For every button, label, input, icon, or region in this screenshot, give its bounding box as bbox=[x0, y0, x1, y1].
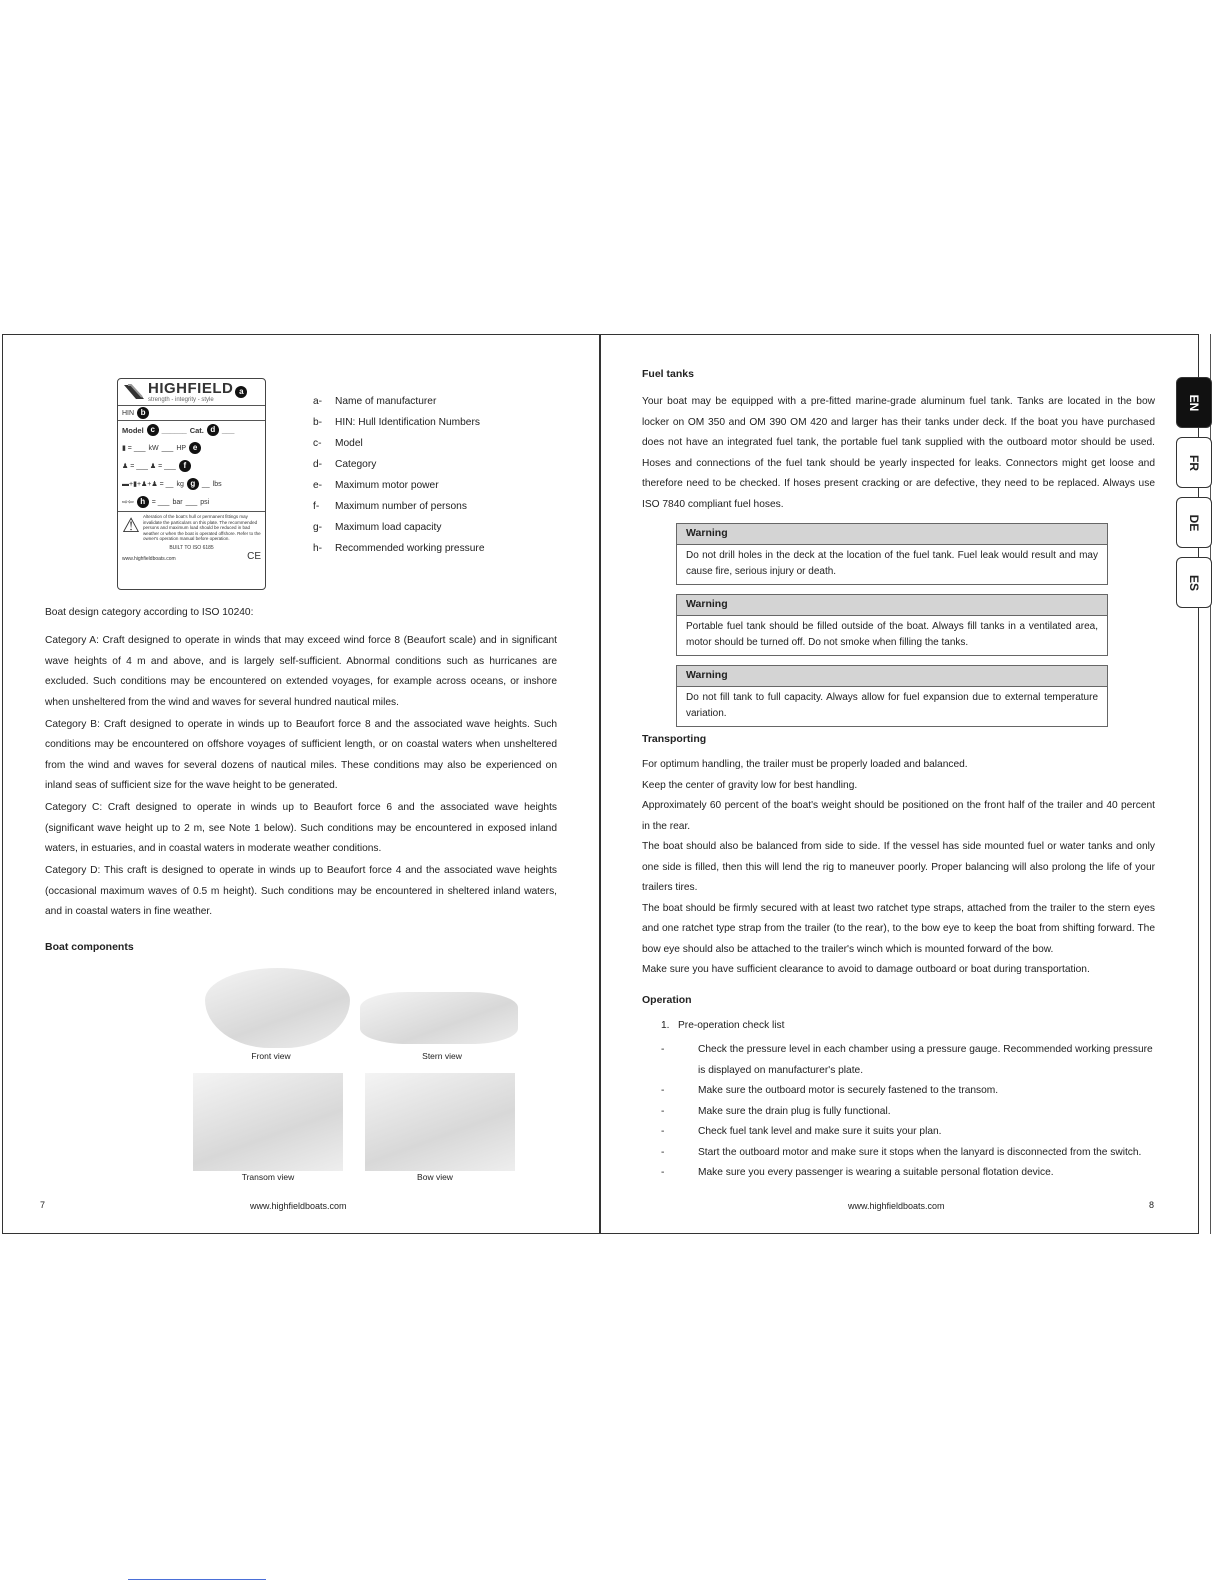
components-heading: Boat components bbox=[45, 941, 134, 953]
legend-item bbox=[313, 480, 485, 501]
footer-url-left[interactable]: www.highfieldboats.com bbox=[250, 1201, 347, 1211]
checklist-item bbox=[661, 1163, 1156, 1184]
transport-paragraph: The boat should be firmly secured with at least two ratchet type straps, attached from the trailer to the stern eyes and one ratchet type strap from the trailer (to the rear), to the bow eye to keep the boat from shifting forward. The bow eye should also be attached to the trailer's winch which is mounted forward of the bow. bbox=[642, 902, 1155, 955]
transport-paragraph: For optimum handling, the trailer must be properly loaded and balanced. bbox=[642, 759, 968, 770]
legend-key: b- bbox=[313, 417, 323, 428]
marker-b: b bbox=[137, 407, 149, 419]
highfield-logo-icon bbox=[122, 383, 146, 401]
stern-view-photo bbox=[360, 992, 518, 1044]
plate-tagline: strength - integrity - style bbox=[148, 397, 214, 403]
legend-item bbox=[313, 522, 485, 543]
warning-list bbox=[676, 523, 1108, 736]
language-tab-fr[interactable] bbox=[1176, 437, 1212, 488]
tab-label: ES bbox=[1187, 574, 1201, 591]
legend-key: c- bbox=[313, 438, 322, 449]
warning-box bbox=[676, 523, 1108, 585]
fuel-tanks-text: Your boat may be equipped with a pre-fitted marine-grade aluminum fuel tank. Tanks are located in the bow locker on OM 350 and OM 390 OM 420 and larger has their tanks under deck. If the boat you have purchased does not have an integrated fuel tank, the portable fuel tank supplied with the outboard motor should be used. Hoses and connections of the fuel tank should be yearly inspected for leaks. Connectors might get loose and therefore need to be checked. If hoses present cracking or are defective, they need to be replaced. Always use ISO 7840 compliant fuel hoses. bbox=[642, 396, 1155, 510]
checklist-title: 1. Pre-operation check list bbox=[661, 1020, 785, 1031]
plate-persons-row: ♟ = ___ ♟ = ___ f bbox=[118, 457, 265, 475]
manufacturer-plate bbox=[117, 378, 266, 590]
plate-warning-text: Alteration of the boat's hull or permanent fittings may invalidate the particulars on this plate. The recommended persons and maximum load should be reduced in bad weather or when the boat is operated offshore. Refer to the owner's operation manual before operation. bbox=[142, 514, 261, 541]
plate-url: www.highfieldboats.com bbox=[122, 555, 176, 562]
warning-text: Do not drill holes in the deck at the location of the fuel tank. Fuel leak would result and may cause fire, serious injury or death. bbox=[686, 550, 1098, 577]
warning-box bbox=[676, 594, 1108, 656]
transporting-heading: Transporting bbox=[642, 733, 707, 745]
caption-stern-view: Stern view bbox=[422, 1051, 462, 1061]
warning-text: Portable fuel tank should be filled outside of the boat. Always fill tanks in a ventilated area, motor should be turned off. Do not smoke when filling the tanks. bbox=[686, 621, 1098, 648]
page-divider bbox=[599, 334, 601, 1234]
plate-legend bbox=[313, 396, 485, 564]
plate-built: BUILT TO ISO 6185 bbox=[169, 544, 214, 551]
warning-title: Warning bbox=[677, 595, 1107, 616]
legend-label: Name of manufacturer bbox=[335, 396, 437, 407]
ce-mark: CE bbox=[247, 550, 261, 562]
legend-label: Maximum number of persons bbox=[335, 501, 467, 512]
legend-item bbox=[313, 438, 485, 459]
bullet: - bbox=[661, 1044, 665, 1055]
caption-bow-view: Bow view bbox=[417, 1172, 453, 1182]
footer-url-right[interactable]: www.highfieldboats.com bbox=[848, 1201, 945, 1211]
bullet: - bbox=[661, 1085, 665, 1096]
legend-key: e- bbox=[313, 480, 323, 491]
legend-item bbox=[313, 417, 485, 438]
legend-key: h- bbox=[313, 543, 323, 554]
checklist-item bbox=[661, 1040, 1156, 1081]
checklist-item bbox=[661, 1081, 1156, 1102]
warning-title: Warning bbox=[677, 666, 1107, 687]
checklist-text: Make sure the drain plug is fully functional. bbox=[698, 1105, 891, 1117]
plate-load-row: ▬+▮+♟+♟ = __ kg g __ lbs bbox=[122, 479, 222, 488]
checklist-text: Start the outboard motor and make sure it stops when the lanyard is disconnected from the switch. bbox=[698, 1146, 1142, 1158]
fuel-tanks-heading: Fuel tanks bbox=[642, 368, 694, 380]
marker-f: f bbox=[179, 460, 191, 472]
tab-label: EN bbox=[1187, 394, 1201, 411]
plate-pressure-row: ⇨⇦ h = ___ bar ___ psi bbox=[122, 497, 210, 506]
transom-view-photo bbox=[193, 1073, 343, 1171]
language-tab-de[interactable] bbox=[1176, 497, 1212, 548]
category-paragraph: Category D: This craft is designed to operate in winds up to Beaufort force 4 and the associated wave heights (occasional maximum waves of 0.5 m height). Such conditions may be encountered in sheltered inland waters, and in coastal waters in fine weather. bbox=[45, 865, 557, 917]
legend-item bbox=[313, 459, 485, 480]
legend-key: d- bbox=[313, 459, 323, 470]
marker-c: c bbox=[147, 424, 159, 436]
marker-d: d bbox=[207, 424, 219, 436]
transport-paragraph: Keep the center of gravity low for best handling. bbox=[642, 779, 858, 791]
legend-label: Model bbox=[335, 438, 363, 449]
plate-power-row: ▮ = ___ kW ___ HP e bbox=[118, 439, 265, 457]
warning-box bbox=[676, 665, 1108, 727]
checklist-item bbox=[661, 1102, 1156, 1123]
bow-view-photo bbox=[365, 1073, 515, 1171]
page-number-left: 7 bbox=[40, 1200, 46, 1210]
category-intro: Boat design category according to ISO 10240: bbox=[45, 607, 254, 618]
checklist-text: Check the pressure level in each chamber using a pressure gauge. Recommended working pressure is displayed on manufacturer's plate. bbox=[698, 1044, 1153, 1076]
language-tab-en[interactable] bbox=[1176, 377, 1212, 428]
warning-title: Warning bbox=[677, 524, 1107, 545]
checklist-text: Make sure the outboard motor is securely fastened to the transom. bbox=[698, 1085, 999, 1096]
warning-text: Do not fill tank to full capacity. Always allow for fuel expansion due to external temperature variation. bbox=[686, 692, 1098, 719]
legend-label: Recommended working pressure bbox=[335, 543, 485, 554]
tab-label: DE bbox=[1187, 514, 1201, 531]
marker-g: g bbox=[187, 478, 199, 490]
bullet: - bbox=[661, 1146, 665, 1158]
legend-key: a- bbox=[313, 396, 323, 407]
legend-item bbox=[313, 543, 485, 564]
checklist-item bbox=[661, 1122, 1156, 1143]
category-paragraph: Category A: Craft designed to operate in winds that may exceed wind force 8 (Beaufort scale) and in significant wave heights of 4 m and above, and is largely self-sufficient. Abnormal conditions such as hurricanes are excluded. Such conditions may be encountered on extended voyages, for example across oceans, or inshore when unsheltered from the wind and waves for several hundred nautical miles. bbox=[45, 635, 557, 708]
transport-paragraph: Approximately 60 percent of the boat's weight should be positioned on the front half of the trailer and 40 percent in the rear. bbox=[642, 800, 1155, 832]
plate-brand: HIGHFIELD bbox=[148, 380, 234, 397]
checklist bbox=[661, 1040, 1156, 1184]
marker-e: e bbox=[189, 442, 201, 454]
transport-paragraph: Make sure you have sufficient clearance to avoid to damage outboard or boat during transportation. bbox=[642, 964, 1090, 975]
page-number-right: 8 bbox=[1149, 1200, 1155, 1210]
bullet: - bbox=[661, 1167, 665, 1178]
category-paragraph: Category B: Craft designed to operate in winds up to Beaufort force 8 and the associated wave heights. Such conditions may be encountered on offshore voyages of sufficient length, or on coastal waters when unsheltered from the wind and waves for several dozens of nautical miles. These conditions may also be experienced on inland seas of sufficient size for the wave height to be generated. bbox=[45, 718, 557, 791]
checklist-text: Check fuel tank level and make sure it suits your plan. bbox=[698, 1126, 942, 1137]
legend-item bbox=[313, 501, 485, 522]
language-tab-es[interactable] bbox=[1176, 557, 1212, 608]
marker-a: a bbox=[235, 386, 247, 398]
plate-model: Model bbox=[122, 425, 144, 435]
transport-paragraph: The boat should also be balanced from side to side. If the vessel has side mounted fuel or water tanks and only one side is filled, then this will lend the rig to maneuver poorly. Proper balancing will also prolong the life of your trailers tires. bbox=[642, 841, 1155, 893]
category-list bbox=[45, 631, 557, 923]
legend-key: g- bbox=[313, 522, 323, 533]
operation-heading: Operation bbox=[642, 994, 692, 1006]
category-paragraph: Category C: Craft designed to operate in winds up to Beaufort force 6 and the associated wave heights (significant wave height up to 2 m, see Note 1 below). Such conditions may be encountered in exposed inland waters, in estuaries, and in coastal waters in moderate weather conditions. bbox=[45, 802, 557, 854]
caption-transom-view: Transom view bbox=[241, 1172, 295, 1182]
checklist-text: Make sure you every passenger is wearing a suitable personal flotation device. bbox=[698, 1167, 1054, 1178]
legend-label: Maximum load capacity bbox=[335, 522, 442, 533]
plate-cat: Cat. bbox=[189, 425, 204, 435]
legend-label: Category bbox=[335, 459, 377, 470]
legend-label: Maximum motor power bbox=[335, 480, 439, 491]
transporting-text bbox=[642, 755, 1155, 981]
tab-label: FR bbox=[1187, 454, 1201, 471]
bullet: - bbox=[661, 1105, 665, 1117]
link-underline bbox=[128, 1579, 266, 1580]
legend-label: HIN: Hull Identification Numbers bbox=[335, 417, 480, 428]
legend-key: f- bbox=[313, 501, 320, 512]
warning-triangle-icon: ⚠ bbox=[122, 515, 140, 537]
bullet: - bbox=[661, 1126, 665, 1137]
plate-hin: HIN bbox=[122, 409, 135, 417]
caption-front-view: Front view bbox=[251, 1051, 291, 1061]
plate-model-row: Model c ______ Cat. d ___ bbox=[122, 425, 235, 435]
marker-h: h bbox=[137, 496, 149, 508]
checklist-item bbox=[661, 1143, 1156, 1164]
legend-item bbox=[313, 396, 485, 417]
